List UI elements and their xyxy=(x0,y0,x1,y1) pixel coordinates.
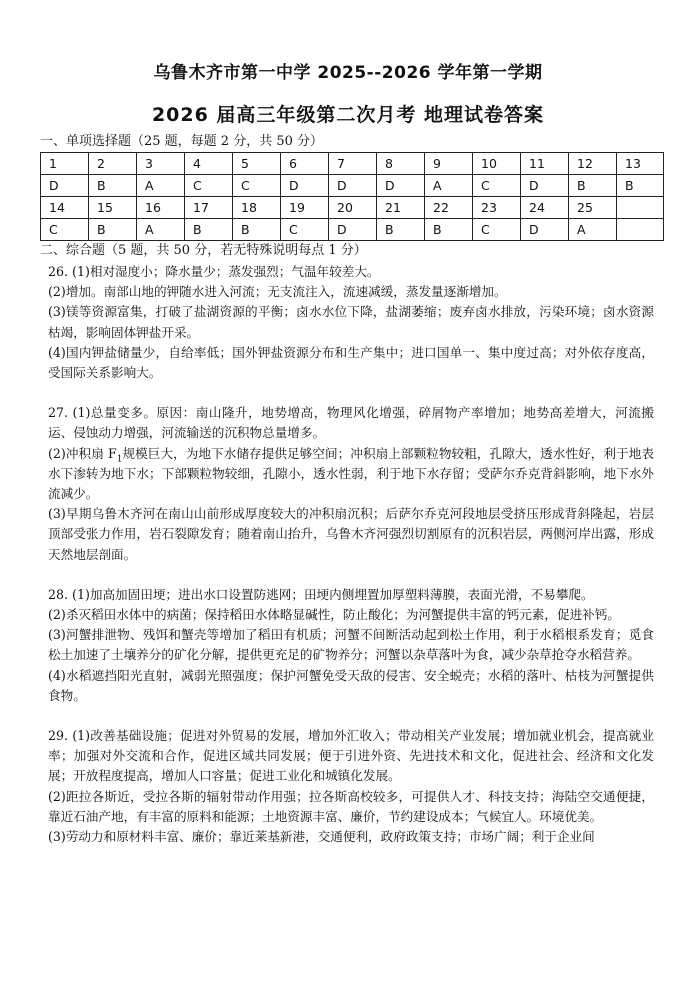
q27-part2-before: (2)冲积扇 F xyxy=(48,445,117,461)
table-cell: B xyxy=(617,175,664,197)
table-cell: 17 xyxy=(185,197,233,219)
q26-part2: (2)增加。南部山地的钾随水进入河流；无支流注入，流速减缓，蒸发量逐渐增加。 xyxy=(48,284,507,300)
q26-part4: (4)国内钾盐储量少，自给率低；国外钾盐资源分布和生产集中；进口国单一、集中度过高；对外依存度高，受国际关系影响大。 xyxy=(48,344,654,381)
table-cell: B xyxy=(233,219,281,241)
table-cell: 6 xyxy=(281,153,329,175)
table-cell: 10 xyxy=(473,153,521,175)
table-cell xyxy=(617,197,664,219)
section1-title: 一、单项选择题（25 题，每题 2 分，共 50 分） xyxy=(40,134,324,149)
section2-title: 二、综合题（5 题，共 50 分，若无特殊说明每点 1 分） xyxy=(40,243,367,258)
table-cell: B xyxy=(569,175,617,197)
table-cell: 2 xyxy=(89,153,137,175)
q29-part1: 29. (1)改善基础设施；促进对外贸易的发展，增加外汇收入；带动相关产业发展；增加就业机会，提高就业率；加强对外交流和合作，促进区域共同发展；便于引进外资、先进技术和文化，促进社会、经济和文化发展；开放程度提高，增加人口容量；促进工业化和城镇化发展。 xyxy=(48,728,654,784)
table-cell: 25 xyxy=(569,197,617,219)
table-cell: 24 xyxy=(521,197,569,219)
q29-part2: (2)距拉各斯近，受拉各斯的辐射带动作用强；拉各斯高校较多，可提供人才、科技支持；海陆空交通便捷，靠近石油产地，有丰富的原料和能源；土地资源丰富、廉价，节约建设成本；气候宜人。环境优美。 xyxy=(48,788,654,824)
school-header: 乌鲁木齐市第一中学 2025--2026 学年第一学期 xyxy=(153,63,543,83)
answers-body xyxy=(48,262,654,847)
table-cell: C xyxy=(185,175,233,197)
table-cell: 1 xyxy=(41,153,89,175)
q27-part2-after: 规模巨大，为地下水储存提供足够空间；冲积扇上部颗粒物较粗，孔隙大，透水性好，利于地表水下渗转为地下水；下部颗粒物较细，孔隙小，透水性弱，利于地下水存留；受萨尔乔克背斜影响，地下水外流减少。 xyxy=(48,445,654,502)
answer-letter-row xyxy=(41,175,664,197)
q27-part1: 27. (1)总量变多。原因：南山隆升，地势增高，物理风化增强，碎屑物产率增加；地势高差增大，河流搬运、侵蚀动力增强，河流输送的沉积物总量增多。 xyxy=(48,405,654,441)
table-cell: 4 xyxy=(185,153,233,175)
table-cell: 12 xyxy=(569,153,617,175)
table-cell: 15 xyxy=(89,197,137,219)
answer-letter-row xyxy=(41,219,664,241)
q26-part1: 26. (1)相对湿度小；降水量少；蒸发强烈；气温年较差大。 xyxy=(48,264,380,279)
question-number-row xyxy=(41,153,664,175)
answer-table-body xyxy=(41,153,664,241)
table-cell: D xyxy=(377,175,425,197)
table-cell: B xyxy=(377,219,425,241)
table-cell: 3 xyxy=(137,153,185,175)
table-cell: 5 xyxy=(233,153,281,175)
question-number-row xyxy=(41,197,664,219)
table-cell: D xyxy=(41,175,89,197)
table-cell: 20 xyxy=(329,197,377,219)
table-cell: A xyxy=(569,219,617,241)
q27-part2 xyxy=(48,444,654,505)
table-cell: B xyxy=(185,219,233,241)
table-cell: C xyxy=(473,175,521,197)
q27-part3: (3)早期乌鲁木齐河在南山山前形成厚度较大的冲积扇沉积；后萨尔乔克河段地层受挤压形成背斜隆起，岩层顶部受张力作用，岩石裂隙发育；随着南山抬升，乌鲁木齐河强烈切割原有的沉积岩层，两侧河岸出露，形成天然地层剖面。 xyxy=(48,506,654,562)
table-cell: 22 xyxy=(425,197,473,219)
q28-part4: (4)水稻遮挡阳光直射，减弱光照强度；保护河蟹免受天敌的侵害、安全蜕壳；水稻的落叶、枯枝为河蟹提供食物。 xyxy=(48,667,654,703)
table-cell: C xyxy=(473,219,521,241)
q29-part3: (3)劳动力和原材料丰富、廉价；靠近莱基新港，交通便利，政府政策支持；市场广阔；利于企业间 xyxy=(48,829,595,845)
table-cell: A xyxy=(137,175,185,197)
table-cell: D xyxy=(329,175,377,197)
table-cell: A xyxy=(425,175,473,197)
table-cell: B xyxy=(89,175,137,197)
table-cell: B xyxy=(425,219,473,241)
table-cell: 7 xyxy=(329,153,377,175)
q28-part1: 28. (1)加高加固田埂；进出水口设置防逃网；田埂内侧埋置加厚塑料薄膜，表面光滑，不易攀爬。 xyxy=(48,586,594,602)
table-cell: 13 xyxy=(617,153,664,175)
table-cell: A xyxy=(137,219,185,241)
table-cell: 8 xyxy=(377,153,425,175)
table-cell: 11 xyxy=(521,153,569,175)
table-cell: D xyxy=(329,219,377,241)
table-cell: 23 xyxy=(473,197,521,219)
q28-part2: (2)杀灭稻田水体中的病菌；保持稻田水体略显碱性，防止酸化；为河蟹提供丰富的钙元素，促进补钙。 xyxy=(48,607,620,623)
exam-title: 2026 届高三年级第二次月考 地理试卷答案 xyxy=(151,104,545,126)
table-cell: 9 xyxy=(425,153,473,175)
table-cell: C xyxy=(41,219,89,241)
q28-part3: (3)河蟹排泄物、残饵和蟹壳等增加了稻田有机质；河蟹不间断活动起到松土作用，利于水稻根系发育；觅食松土加速了土壤养分的矿化分解，提供更充足的矿物养分；河蟹以杂草落叶为食，减少杂草抢夺水稻营养。 xyxy=(48,627,654,663)
table-cell: B xyxy=(89,219,137,241)
table-cell: 18 xyxy=(233,197,281,219)
table-cell: C xyxy=(233,175,281,197)
table-cell: 21 xyxy=(377,197,425,219)
q26-part3: (3)镁等资源富集，打破了盐湖资源的平衡；卤水水位下降，盐湖萎缩；废弃卤水排放，污染环境；卤水资源枯竭，影响固体钾盐开采。 xyxy=(48,304,654,340)
table-cell: 19 xyxy=(281,197,329,219)
table-cell: 16 xyxy=(137,197,185,219)
table-cell xyxy=(617,219,664,241)
table-cell: 14 xyxy=(41,197,89,219)
q27-part2-subscript: 1 xyxy=(116,454,123,465)
multiple-choice-answer-table xyxy=(40,152,664,241)
table-cell: D xyxy=(521,219,569,241)
table-cell: C xyxy=(281,219,329,241)
table-cell: D xyxy=(521,175,569,197)
table-cell: D xyxy=(281,175,329,197)
